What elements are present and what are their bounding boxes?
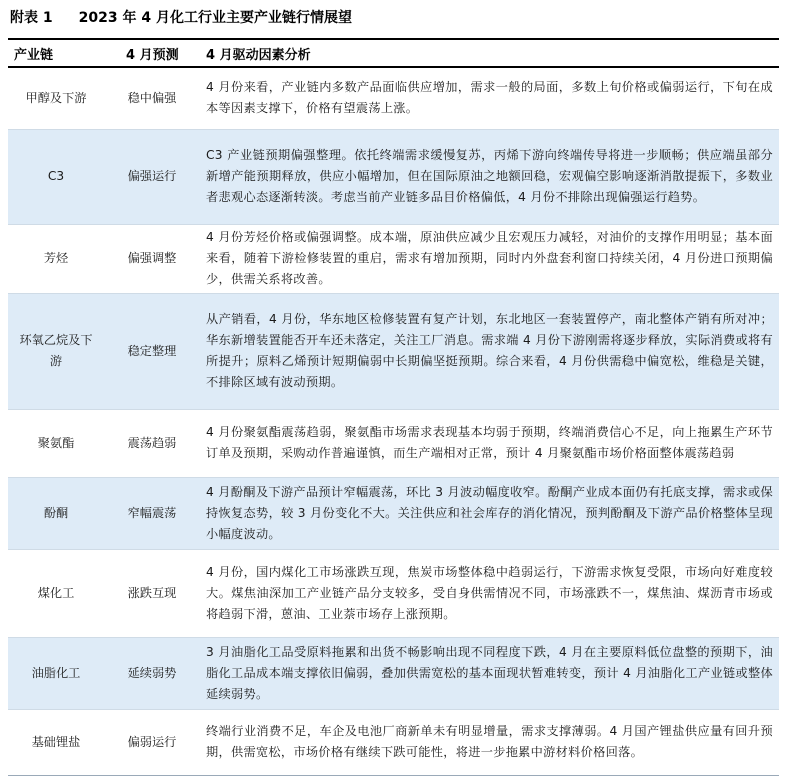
table-header-row	[8, 39, 779, 67]
chain-cell: 环氧乙烷及下游	[8, 293, 104, 409]
analysis-cell: 4 月份，国内煤化工市场涨跌互现，焦炭市场整体稳中趋弱运行，下游需求恢复受限，市场向好难度较大。煤焦油深加工产业链产品分支较多，受自身供需情况不同，市场涨跌不一，煤焦油、煤沥青市场或将趋弱下滑，蒽油、工业萘市场存上涨预期。	[200, 549, 779, 637]
forecast-cell: 涨跌互现	[104, 549, 200, 637]
analysis-cell: 4 月份来看，产业链内多数产品面临供应增加，需求一般的局面，多数上旬价格或偏弱运行，下旬在成本等因素支撑下，价格有望震荡上涨。	[200, 67, 779, 129]
forecast-cell: 稳中偏强	[104, 67, 200, 129]
col-header-analysis: 4 月驱动因素分析	[206, 47, 311, 63]
table-row	[8, 409, 779, 477]
analysis-cell: 从产销看，4 月份，华东地区检修装置有复产计划，东北地区一套装置停产，南北整体产销有所对冲；华东新增装置能否开车还未落定，关注工厂消息。需求端 4 月份下游刚需将逐步释放，实际消费或将有所提升；原料乙烯预计短期偏弱中长期偏坚挺预期。综合来看，4 月份供需稳中偏宽松，维稳是关键，不排除区域有波动预期。	[200, 293, 779, 409]
analysis-cell: 4 月份聚氨酯震荡趋弱，聚氨酯市场需求表现基本均弱于预期，终端消费信心不足，向上拖累生产环节订单及预期，采购动作普遍谨慎，而生产端相对正常，预计 4 月聚氨酯市场价格面整体震荡趋弱	[200, 409, 779, 477]
table-row	[8, 477, 779, 549]
analysis-cell: 4 月份芳烃价格或偏强调整。成本端，原油供应减少且宏观压力减轻，对油价的支撑作用明显；基本面来看，随着下游检修装置的重启，需求有增加预期，同时内外盘套利窗口持续关闭，4 月份进口预期偏少，供需关系将改善。	[200, 224, 779, 293]
forecast-cell: 偏弱运行	[104, 709, 200, 775]
chain-cell: 油脂化工	[8, 637, 104, 709]
analysis-cell: 4 月酚酮及下游产品预计窄幅震荡，环比 3 月波动幅度收窄。酚酮产业成本面仍有托底支撑，需求或保持恢复态势，较 3 月份变化不大。关注供应和社会库存的消化情况，预判酚酮及下游产品价格整体呈现小幅度波动。	[200, 477, 779, 549]
forecast-cell: 偏强调整	[104, 224, 200, 293]
forecast-cell: 延续弱势	[104, 637, 200, 709]
chain-cell: C3	[8, 129, 104, 224]
table-row	[8, 129, 779, 224]
chain-cell: 酚酮	[8, 477, 104, 549]
table-title	[10, 5, 352, 31]
table-row	[8, 709, 779, 775]
chain-cell: 芳烃	[8, 224, 104, 293]
col-header-chain: 产业链	[14, 47, 54, 63]
outlook-table	[8, 38, 779, 776]
chain-cell: 甲醇及下游	[8, 67, 104, 129]
analysis-cell: 终端行业消费不足，车企及电池厂商新单未有明显增量，需求支撑薄弱。4 月国产锂盐供应量有回升预期，供需宽松，市场价格有继续下跌可能性，将进一步拖累中游材料价格回落。	[200, 709, 779, 775]
analysis-cell: C3 产业链预期偏强整理。依托终端需求缓慢复苏，丙烯下游向终端传导将进一步顺畅；供应端虽部分新增产能预期释放，供应小幅增加，但在国际原油之地额回稳，宏观偏空影响逐渐消散提振下，多数业者悲观心态逐渐转淡。考虑当前产业链多品目价格偏低，4 月份不排除出现偏强运行趋势。	[200, 129, 779, 224]
forecast-cell: 稳定整理	[104, 293, 200, 409]
col-header-forecast: 4 月预测	[126, 47, 179, 63]
analysis-cell: 3 月油脂化工品受原料拖累和出货不畅影响出现不同程度下跌，4 月在主要原料低位盘整的预期下，油脂化工品成本端支撑依旧偏弱，叠加供需宽松的基本面现状暂难转变，预计 4 月油脂化工产业链或整体延续弱势。	[200, 637, 779, 709]
chain-cell: 煤化工	[8, 549, 104, 637]
table-row	[8, 549, 779, 637]
table-row	[8, 67, 779, 129]
appendix-title: 2023 年 4 月化工行业主要产业链行情展望	[78, 10, 352, 26]
table-row	[8, 637, 779, 709]
table-row	[8, 293, 779, 409]
forecast-cell: 震荡趋弱	[104, 409, 200, 477]
forecast-cell: 窄幅震荡	[104, 477, 200, 549]
table-row	[8, 224, 779, 293]
forecast-cell: 偏强运行	[104, 129, 200, 224]
chain-cell: 聚氨酯	[8, 409, 104, 477]
appendix-tag: 附表 1	[10, 10, 53, 26]
chain-cell: 基础锂盐	[8, 709, 104, 775]
